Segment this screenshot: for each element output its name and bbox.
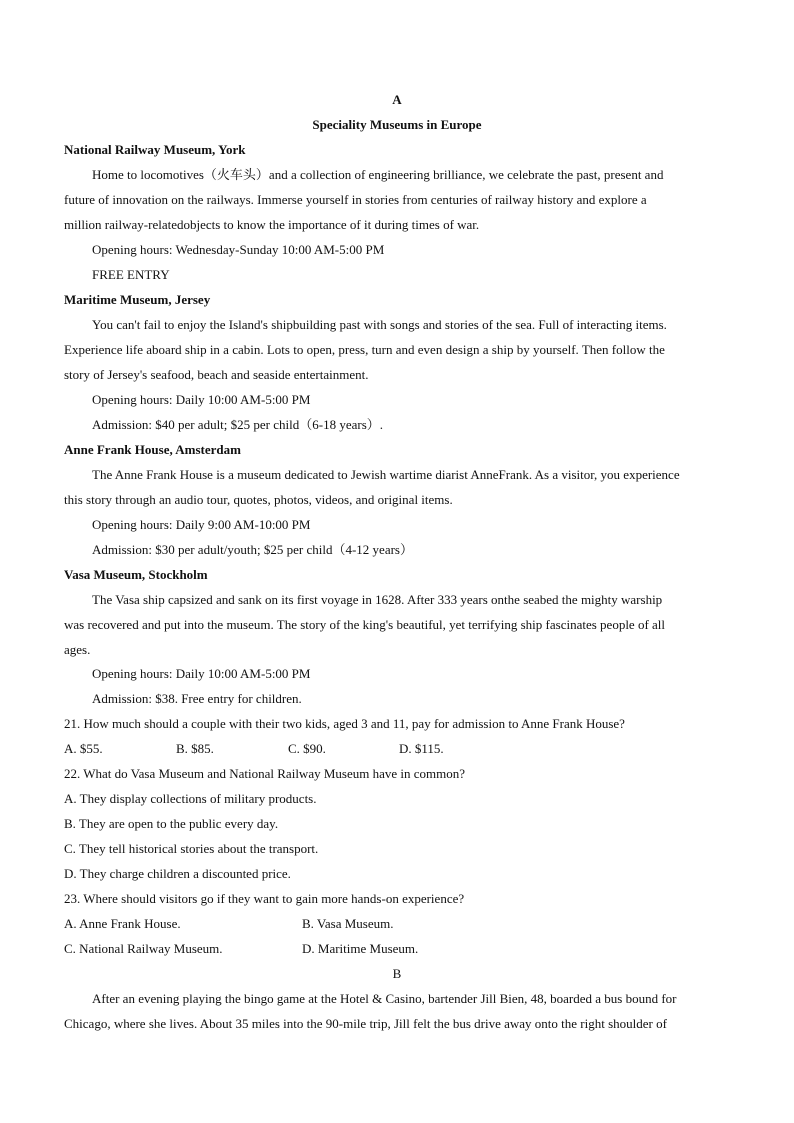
answer-option[interactable]: B. $85. [176, 741, 214, 756]
passage-line: Chicago, where she lives. About 35 miles into the 90-mile trip, Jill felt the bus drive away onto the right shoulder of [64, 1016, 667, 1031]
museum-hours: Opening hours: Daily 10:00 AM-5:00 PM [92, 392, 311, 407]
museum-desc-line: The Vasa ship capsized and sank on its first voyage in 1628. After 333 years onthe seabed the mighty warship [92, 592, 663, 607]
answer-option[interactable]: A. $55. [64, 741, 103, 756]
museum-admission: Admission: $38. Free entry for children. [92, 691, 302, 706]
museum-desc-line: this story through an audio tour, quotes, photos, videos, and original items. [64, 492, 453, 507]
question-stem: 22. What do Vasa Museum and National Railway Museum have in common? [64, 766, 466, 781]
section-a-title: Speciality Museums in Europe [312, 117, 482, 132]
museum-name: National Railway Museum, York [64, 142, 246, 157]
museum-hours: Opening hours: Daily 10:00 AM-5:00 PM [92, 666, 311, 681]
museum-desc-line: You can't fail to enjoy the Island's shipbuilding past with songs and stories of the sea. Full of interacting items. [92, 317, 667, 332]
museum-desc-line: Home to locomotives（火车头）and a collection of engineering brilliance, we celebrate the past, present and [92, 167, 664, 182]
museum-desc-line: story of Jersey's seafood, beach and seaside entertainment. [64, 367, 369, 382]
museum-name: Vasa Museum, Stockholm [64, 567, 208, 582]
section-a-label: A [392, 92, 402, 107]
museum-desc-line: future of innovation on the railways. Immerse yourself in stories from centuries of railway history and explore a [64, 192, 647, 207]
section-b-label: B [392, 966, 402, 981]
museum-desc-line: Experience life aboard ship in a cabin. Lots to open, press, turn and even design a ship by yourself. Then follow the [64, 342, 665, 357]
answer-option[interactable]: C. $90. [288, 741, 326, 756]
museum-desc-line: The Anne Frank House is a museum dedicated to Jewish wartime diarist AnneFrank. As a visitor, you experience [92, 467, 680, 482]
question-stem: 21. How much should a couple with their two kids, aged 3 and 11, pay for admission to Anne Frank House? [64, 716, 625, 731]
museum-hours: Opening hours: Daily 9:00 AM-10:00 PM [92, 517, 311, 532]
question-stem: 23. Where should visitors go if they want to gain more hands-on experience? [64, 891, 465, 906]
answer-option[interactable]: C. National Railway Museum. [64, 941, 223, 956]
museum-name: Maritime Museum, Jersey [64, 292, 211, 307]
answer-option[interactable]: D. $115. [399, 741, 444, 756]
answer-option[interactable]: D. They charge children a discounted price. [64, 866, 291, 881]
museum-admission: Admission: $30 per adult/youth; $25 per child（4-12 years） [92, 542, 413, 557]
passage-line: After an evening playing the bingo game at the Hotel & Casino, bartender Jill Bien, 48, boarded a bus bound for [92, 991, 677, 1006]
museum-admission: Admission: $40 per adult; $25 per child（6-18 years）. [92, 417, 384, 432]
museum-hours: Opening hours: Wednesday-Sunday 10:00 AM-5:00 PM [92, 242, 385, 257]
answer-option[interactable]: B. Vasa Museum. [302, 916, 394, 931]
answer-option[interactable]: C. They tell historical stories about the transport. [64, 841, 319, 856]
answer-option[interactable]: A. They display collections of military products. [64, 791, 317, 806]
answer-option[interactable]: D. Maritime Museum. [302, 941, 419, 956]
question-options-row [64, 915, 732, 933]
answer-option[interactable]: A. Anne Frank House. [64, 916, 181, 931]
question-options-row [64, 740, 732, 758]
question-options-row [64, 940, 732, 958]
museum-desc-line: million railway-relatedobjects to know the importance of it during times of war. [64, 217, 480, 232]
museum-desc-line: ages. [64, 642, 91, 657]
museum-name: Anne Frank House, Amsterdam [64, 442, 241, 457]
answer-option[interactable]: B. They are open to the public every day. [64, 816, 279, 831]
museum-desc-line: was recovered and put into the museum. The story of the king's beautiful, yet terrifying ship fascinates people of all [64, 617, 666, 632]
museum-admission: FREE ENTRY [92, 267, 170, 282]
